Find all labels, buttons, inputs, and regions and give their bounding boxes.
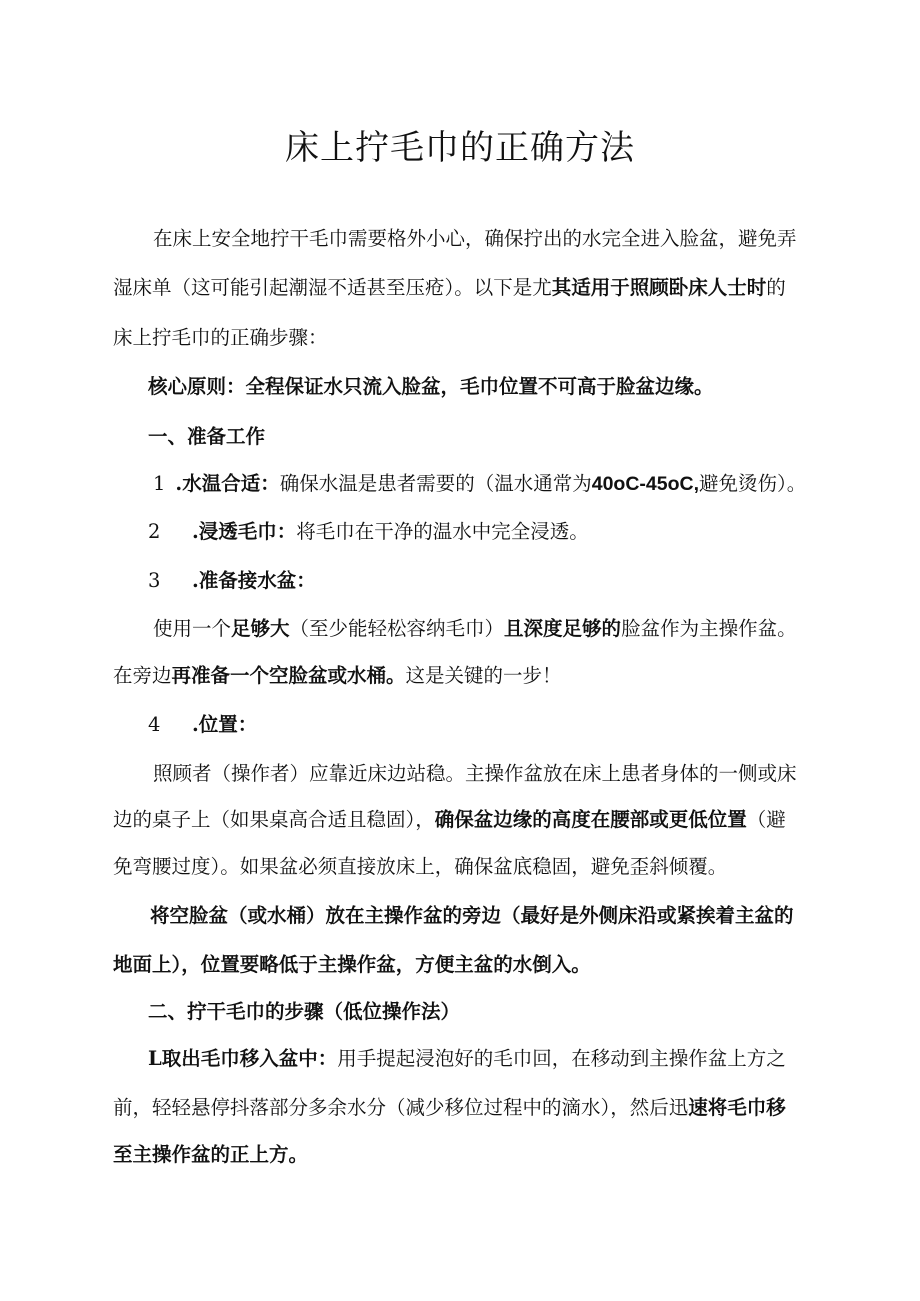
bold-text: 且深度足够的 <box>504 617 622 640</box>
core-principle: 核心原则：全程保证水只流入脸盆，毛巾位置不可高于脸盆边缘。 <box>148 375 714 398</box>
item-text: 确保水温是患者需要的（温水通常为 <box>279 472 592 495</box>
text: （避 <box>746 808 786 831</box>
item-text: 将毛巾在干净的温水中完全浸透。 <box>296 520 589 543</box>
bold-text: 速将毛巾移 <box>688 1096 786 1119</box>
step-1-line-1 <box>148 1045 848 1073</box>
item-water-temp <box>153 470 853 498</box>
section-heading-prep: 一、准备工作 <box>148 425 266 448</box>
item-label: .浸透毛巾： <box>192 520 297 543</box>
item-number: 2 <box>148 520 161 543</box>
intro-bold-text: 其适用于照顾卧床人士时 <box>551 276 767 299</box>
intro-text-end: 的 <box>766 276 786 299</box>
bold-text: 再准备一个空脸盆或水桶。 <box>171 664 406 687</box>
item-label: .准备接水盆： <box>192 569 316 592</box>
bold-text: 足够大 <box>231 617 290 640</box>
spare-basin-line-2: 地面上），位置要略低于主操作盆，方便主盆的水倒入。 <box>113 953 591 976</box>
text: 前，轻轻悬停抖落部分多余水分（减少移位过程中的滴水），然后迅 <box>113 1096 689 1119</box>
intro-line-2 <box>113 274 813 302</box>
intro-line-3: 床上拧毛巾的正确步骤： <box>113 326 328 349</box>
section-heading-steps: 二、拧干毛巾的步骤（低位操作法） <box>148 1000 461 1023</box>
basin-paragraph-line-2 <box>113 662 813 690</box>
step-1-line-2 <box>113 1094 813 1122</box>
item-number: 3 <box>148 569 161 592</box>
item-number: 1 <box>153 472 166 495</box>
item-temperature: 40oC-45oC, <box>591 473 700 495</box>
text: （至少能轻松容纳毛巾） <box>289 617 505 640</box>
text: 在旁边 <box>113 664 172 687</box>
step-1-line-3: 至主操作盆的正上方。 <box>113 1143 309 1166</box>
text: 边的桌子上（如果桌高合适且稳固）， <box>113 808 435 831</box>
step-text: 用手提起浸泡好的毛巾回，在移动到主操作盆上方之 <box>337 1047 786 1070</box>
item-label: .水温合适： <box>175 472 280 495</box>
position-paragraph-line-3: 免弯腰过度）。如果盆必须直接放床上，确保盆底稳固，避免歪斜倾覆。 <box>113 855 728 878</box>
item-prepare-basin <box>148 567 848 595</box>
text: 使用一个 <box>153 617 232 640</box>
basin-paragraph-line-1 <box>153 615 853 643</box>
item-text-end: 避免烫伤）。 <box>699 472 807 495</box>
item-number: 4 <box>148 713 161 736</box>
item-label: .位置： <box>192 713 258 736</box>
page-title: 床上拧毛巾的正确方法 <box>285 128 635 168</box>
position-paragraph-line-2 <box>113 806 813 834</box>
item-position <box>148 711 848 739</box>
text: 这是关键的一步！ <box>405 664 562 687</box>
position-paragraph-line-1: 照顾者（操作者）应靠近床边站稳。主操作盆放在床上患者身体的一侧或床 <box>153 762 797 785</box>
intro-text: 湿床单（这可能引起潮湿不适甚至压疮）。以下是尤 <box>113 276 552 299</box>
spare-basin-line-1: 将空脸盆（或水桶）放在主操作盆的旁边（最好是外侧床沿或紧挨着主盆的 <box>150 904 794 927</box>
step-label: L取出毛巾移入盆中： <box>148 1047 338 1070</box>
bold-text: 确保盆边缘的高度在腰部或更低位置 <box>434 808 747 831</box>
text: 脸盆作为主操作盆。 <box>621 617 797 640</box>
intro-line-1: 在床上安全地拧干毛巾需要格外小心，确保拧出的水完全进入脸盆，避免弄 <box>153 227 797 250</box>
item-soak-towel <box>148 518 848 546</box>
